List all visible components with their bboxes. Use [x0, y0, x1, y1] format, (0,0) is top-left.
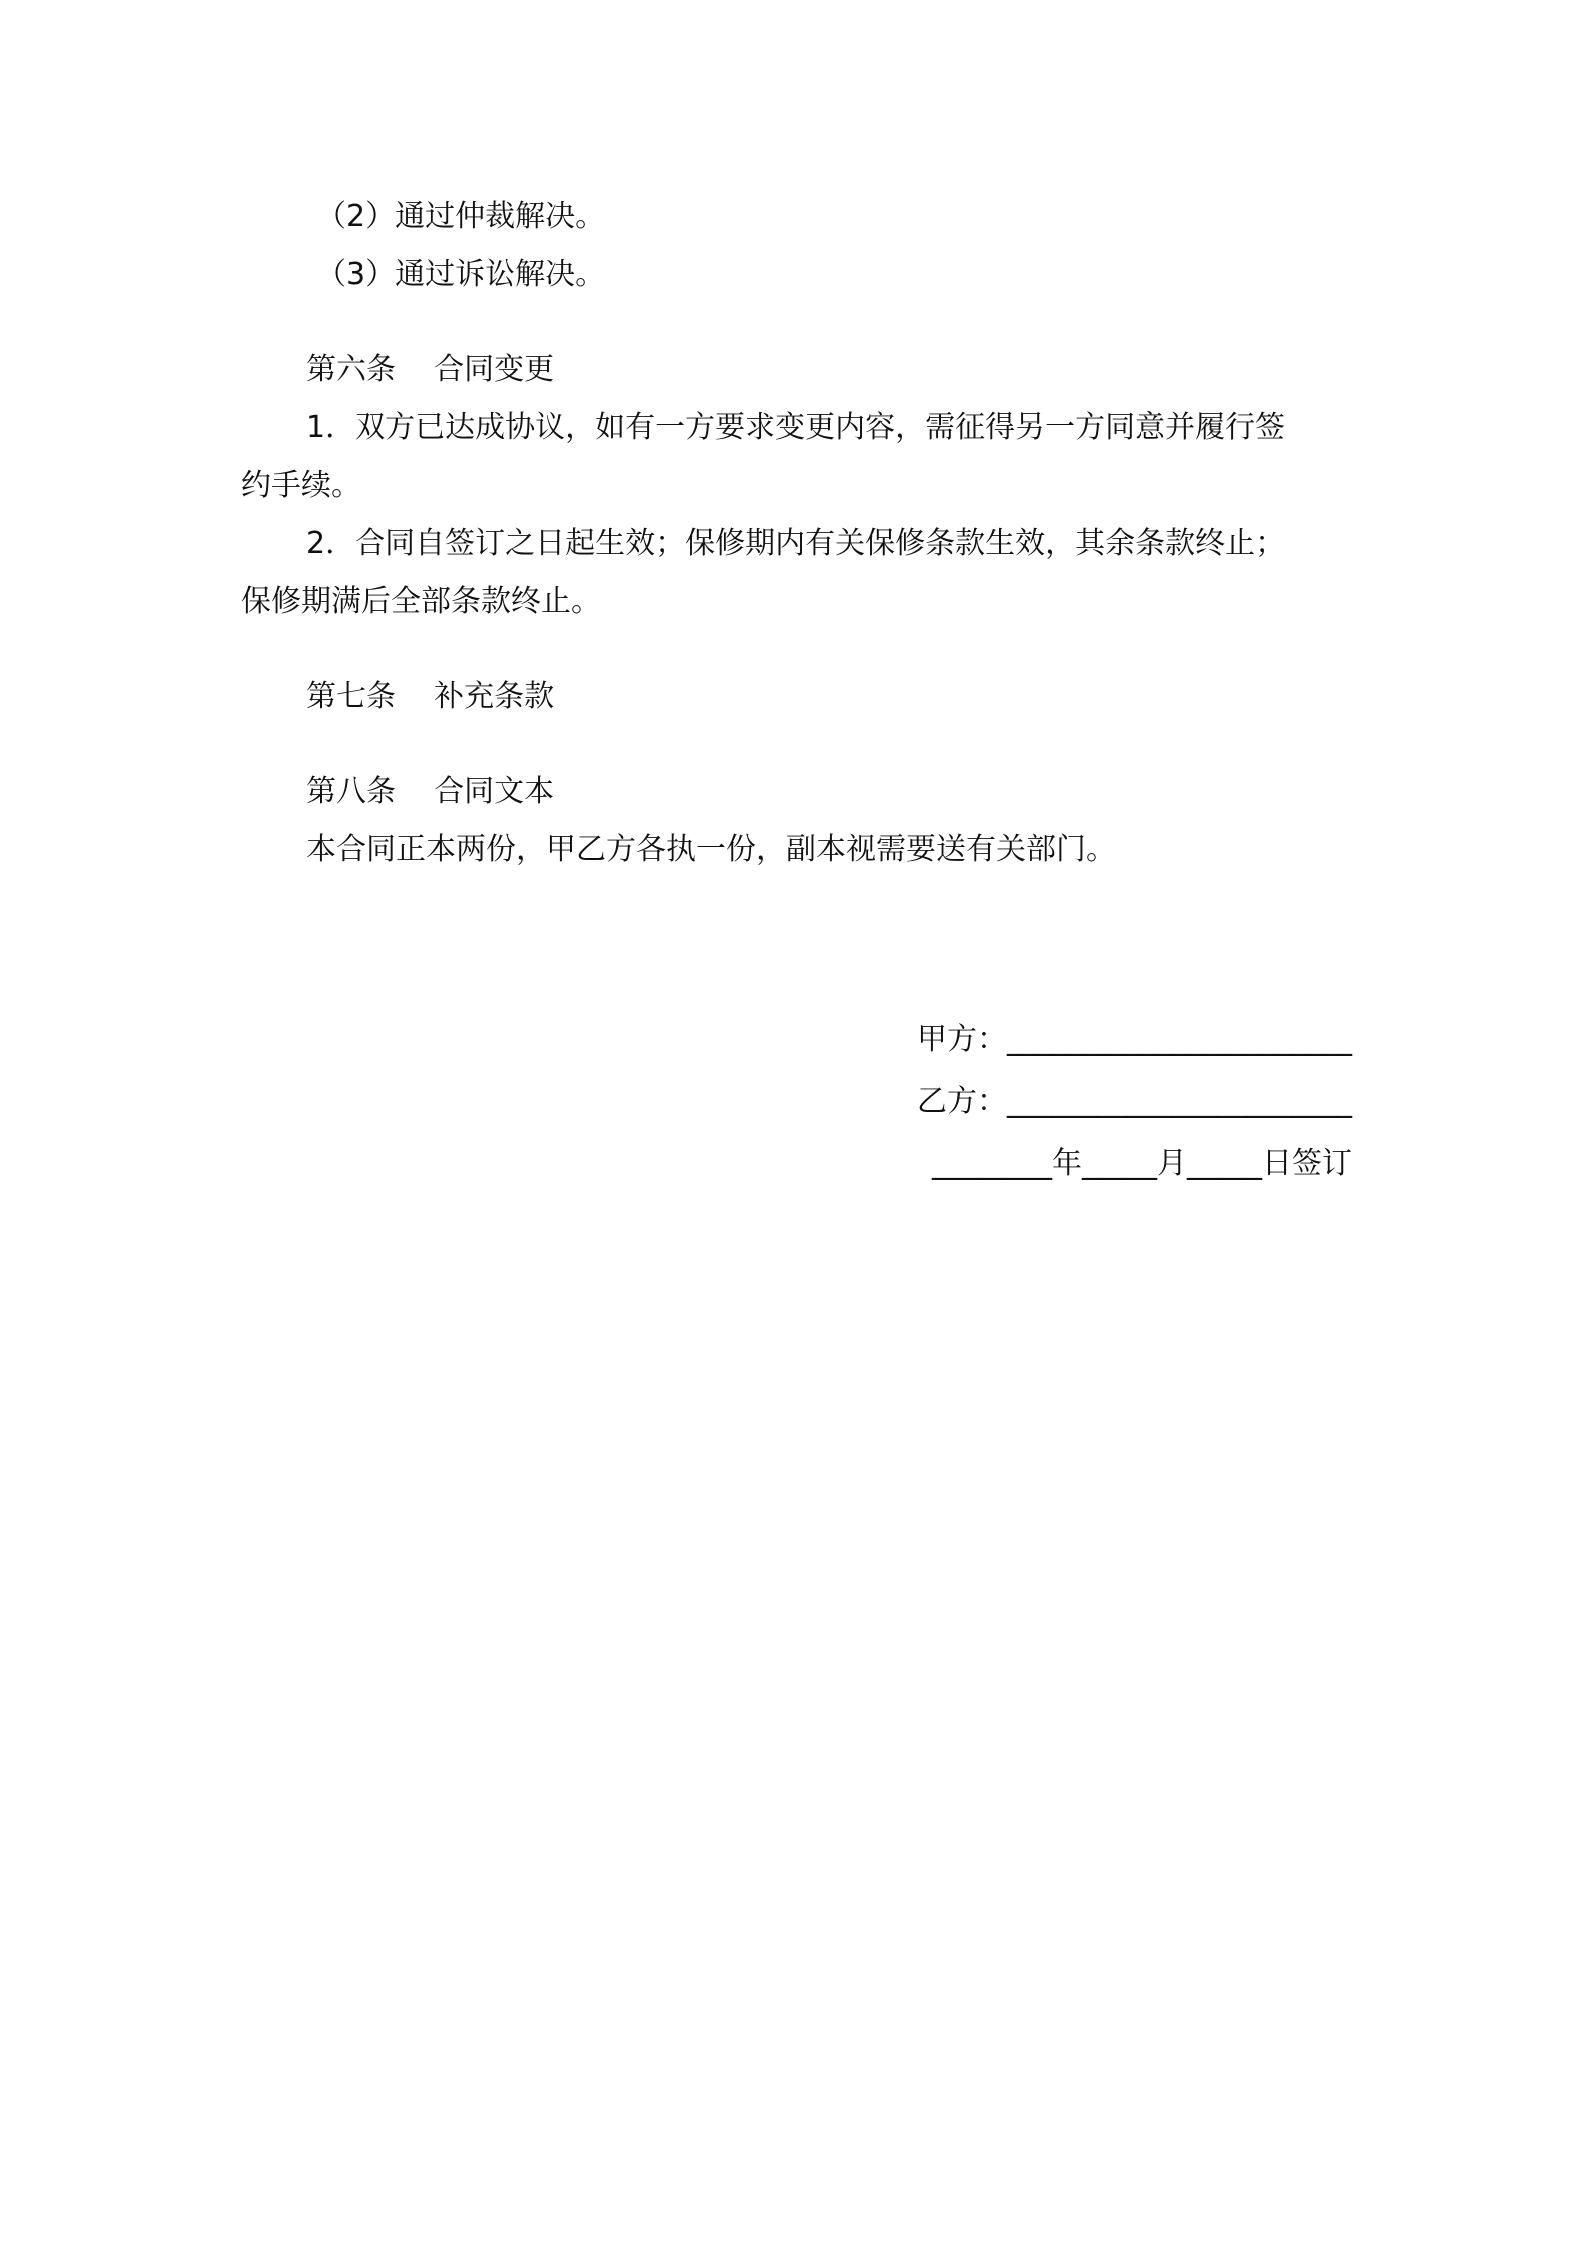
signature-block — [852, 1020, 1352, 1200]
article8-body: 本合同正本两份，甲乙方各执一份，副本视需要送有关部门。 — [306, 832, 1116, 867]
party-a-signature-line: 甲方：_______________________ — [917, 1022, 1352, 1057]
article6-para1-line1: 1．双方已达成协议，如有一方要求变更内容，需征得另一方同意并履行签 — [306, 410, 1286, 445]
article8-heading: 第八条 合同文本 — [306, 774, 555, 809]
article6-para2-line2: 保修期满后全部条款终止。 — [241, 584, 601, 619]
article6-para1-line2: 约手续。 — [241, 468, 361, 503]
article7-heading: 第七条 补充条款 — [306, 679, 555, 714]
article6-heading: 第六条 合同变更 — [306, 352, 555, 387]
dispute-item-arbitration: （2）通过仲裁解决。 — [316, 199, 606, 234]
article6-para2-line1: 2．合同自签订之日起生效；保修期内有关保修条款生效，其余条款终止； — [306, 526, 1286, 561]
dispute-item-litigation: （3）通过诉讼解决。 — [316, 257, 606, 292]
party-b-signature-line: 乙方：_______________________ — [917, 1084, 1352, 1119]
signing-date-line: ________年_____月_____日签订 — [932, 1146, 1352, 1181]
